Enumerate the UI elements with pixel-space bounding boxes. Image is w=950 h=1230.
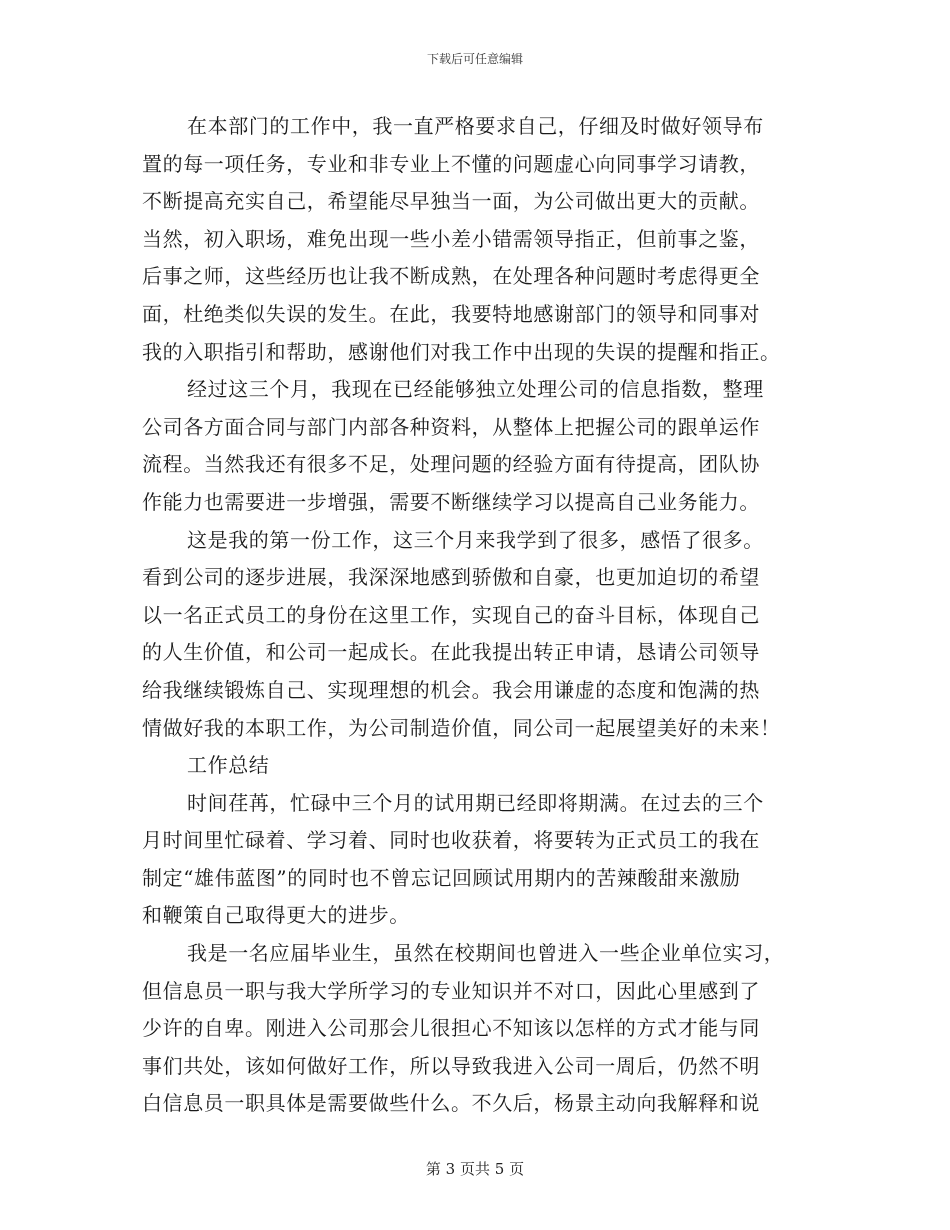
text-line: 看到公司的逐步进展，我深深地感到骄傲和自豪，也更加迫切的希望 bbox=[142, 565, 760, 590]
text-line: 情做好我的本职工作，为公司制造价值，同公司一起展望美好的未来！ bbox=[142, 715, 781, 740]
text-line: 事们共处，该如何做好工作，所以导致我进入公司一周后，仍然不明 bbox=[142, 1053, 760, 1078]
text-line: 这是我的第一份工作，这三个月来我学到了很多，感悟了很多。 bbox=[187, 527, 764, 552]
text-line: 以一名正式员工的身份在这里工作，实现自己的奋斗目标，体现自己 bbox=[142, 602, 760, 627]
text-line: 我是一名应届毕业生，虽然在校期间也曾进入一些企业单位实习， bbox=[187, 941, 785, 966]
text-line: 的人生价值，和公司一起成长。在此我提出转正申请，恳请公司领导 bbox=[142, 640, 760, 665]
text-line: 置的每一项任务，专业和非专业上不懂的问题虚心向同事学习请教， bbox=[142, 151, 760, 176]
text-line: 当然，初入职场，难免出现一些小差小错需领导指正，但前事之鉴， bbox=[142, 226, 760, 251]
text-line: 面，杜绝类似失误的发生。在此，我要特地感谢部门的领导和同事对 bbox=[142, 301, 760, 326]
text-line: 和鞭策自己取得更大的进步。 bbox=[142, 903, 410, 928]
text-line: 给我继续锻炼自己、实现理想的机会。我会用谦虚的态度和饱满的热 bbox=[142, 677, 760, 702]
text-line: 制定“雄伟蓝图”的同时也不曾忘记回顾试用期内的苦辣酸甜来激励 bbox=[142, 865, 741, 890]
text-line: 经过这三个月，我现在已经能够独立处理公司的信息指数，整理 bbox=[187, 377, 764, 402]
document-body bbox=[142, 108, 808, 1123]
text-line: 时间荏苒，忙碌中三个月的试用期已经即将期满。在过去的三个 bbox=[187, 790, 764, 815]
text-line: 但信息员一职与我大学所学习的专业知识并不对口，因此心里感到了 bbox=[142, 978, 760, 1003]
text-line: 不断提高充实自己，希望能尽早独当一面，为公司做出更大的贡献。 bbox=[142, 189, 760, 214]
text-line: 白信息员一职具体是需要做些什么。不久后，杨景主动向我解释和说 bbox=[142, 1091, 760, 1116]
text-line: 少许的自卑。刚进入公司那会儿很担心不知该以怎样的方式才能与同 bbox=[142, 1016, 760, 1041]
text-line: 月时间里忙碌着、学习着、同时也收获着，将要转为正式员工的我在 bbox=[142, 828, 760, 853]
page-header: 下载后可任意编辑 bbox=[426, 52, 523, 66]
text-line: 公司各方面合同与部门内部各种资料，从整体上把握公司的跟单运作 bbox=[142, 414, 760, 439]
section-heading: 工作总结 bbox=[187, 753, 270, 778]
text-line: 在本部门的工作中，我一直严格要求自己，仔细及时做好领导布 bbox=[187, 114, 764, 138]
page-footer: 第 3 页共 5 页 bbox=[425, 1160, 525, 1178]
text-line: 我的入职指引和帮助，感谢他们对我工作中出现的失误的提醒和指正。 bbox=[142, 339, 781, 364]
text-line: 后事之师，这些经历也让我不断成熟，在处理各种问题时考虑得更全 bbox=[142, 264, 760, 289]
text-line: 作能力也需要进一步增强，需要不断继续学习以提高自己业务能力。 bbox=[142, 489, 760, 514]
text-line: 流程。当然我还有很多不足，处理问题的经验方面有待提高，团队协 bbox=[142, 452, 760, 477]
